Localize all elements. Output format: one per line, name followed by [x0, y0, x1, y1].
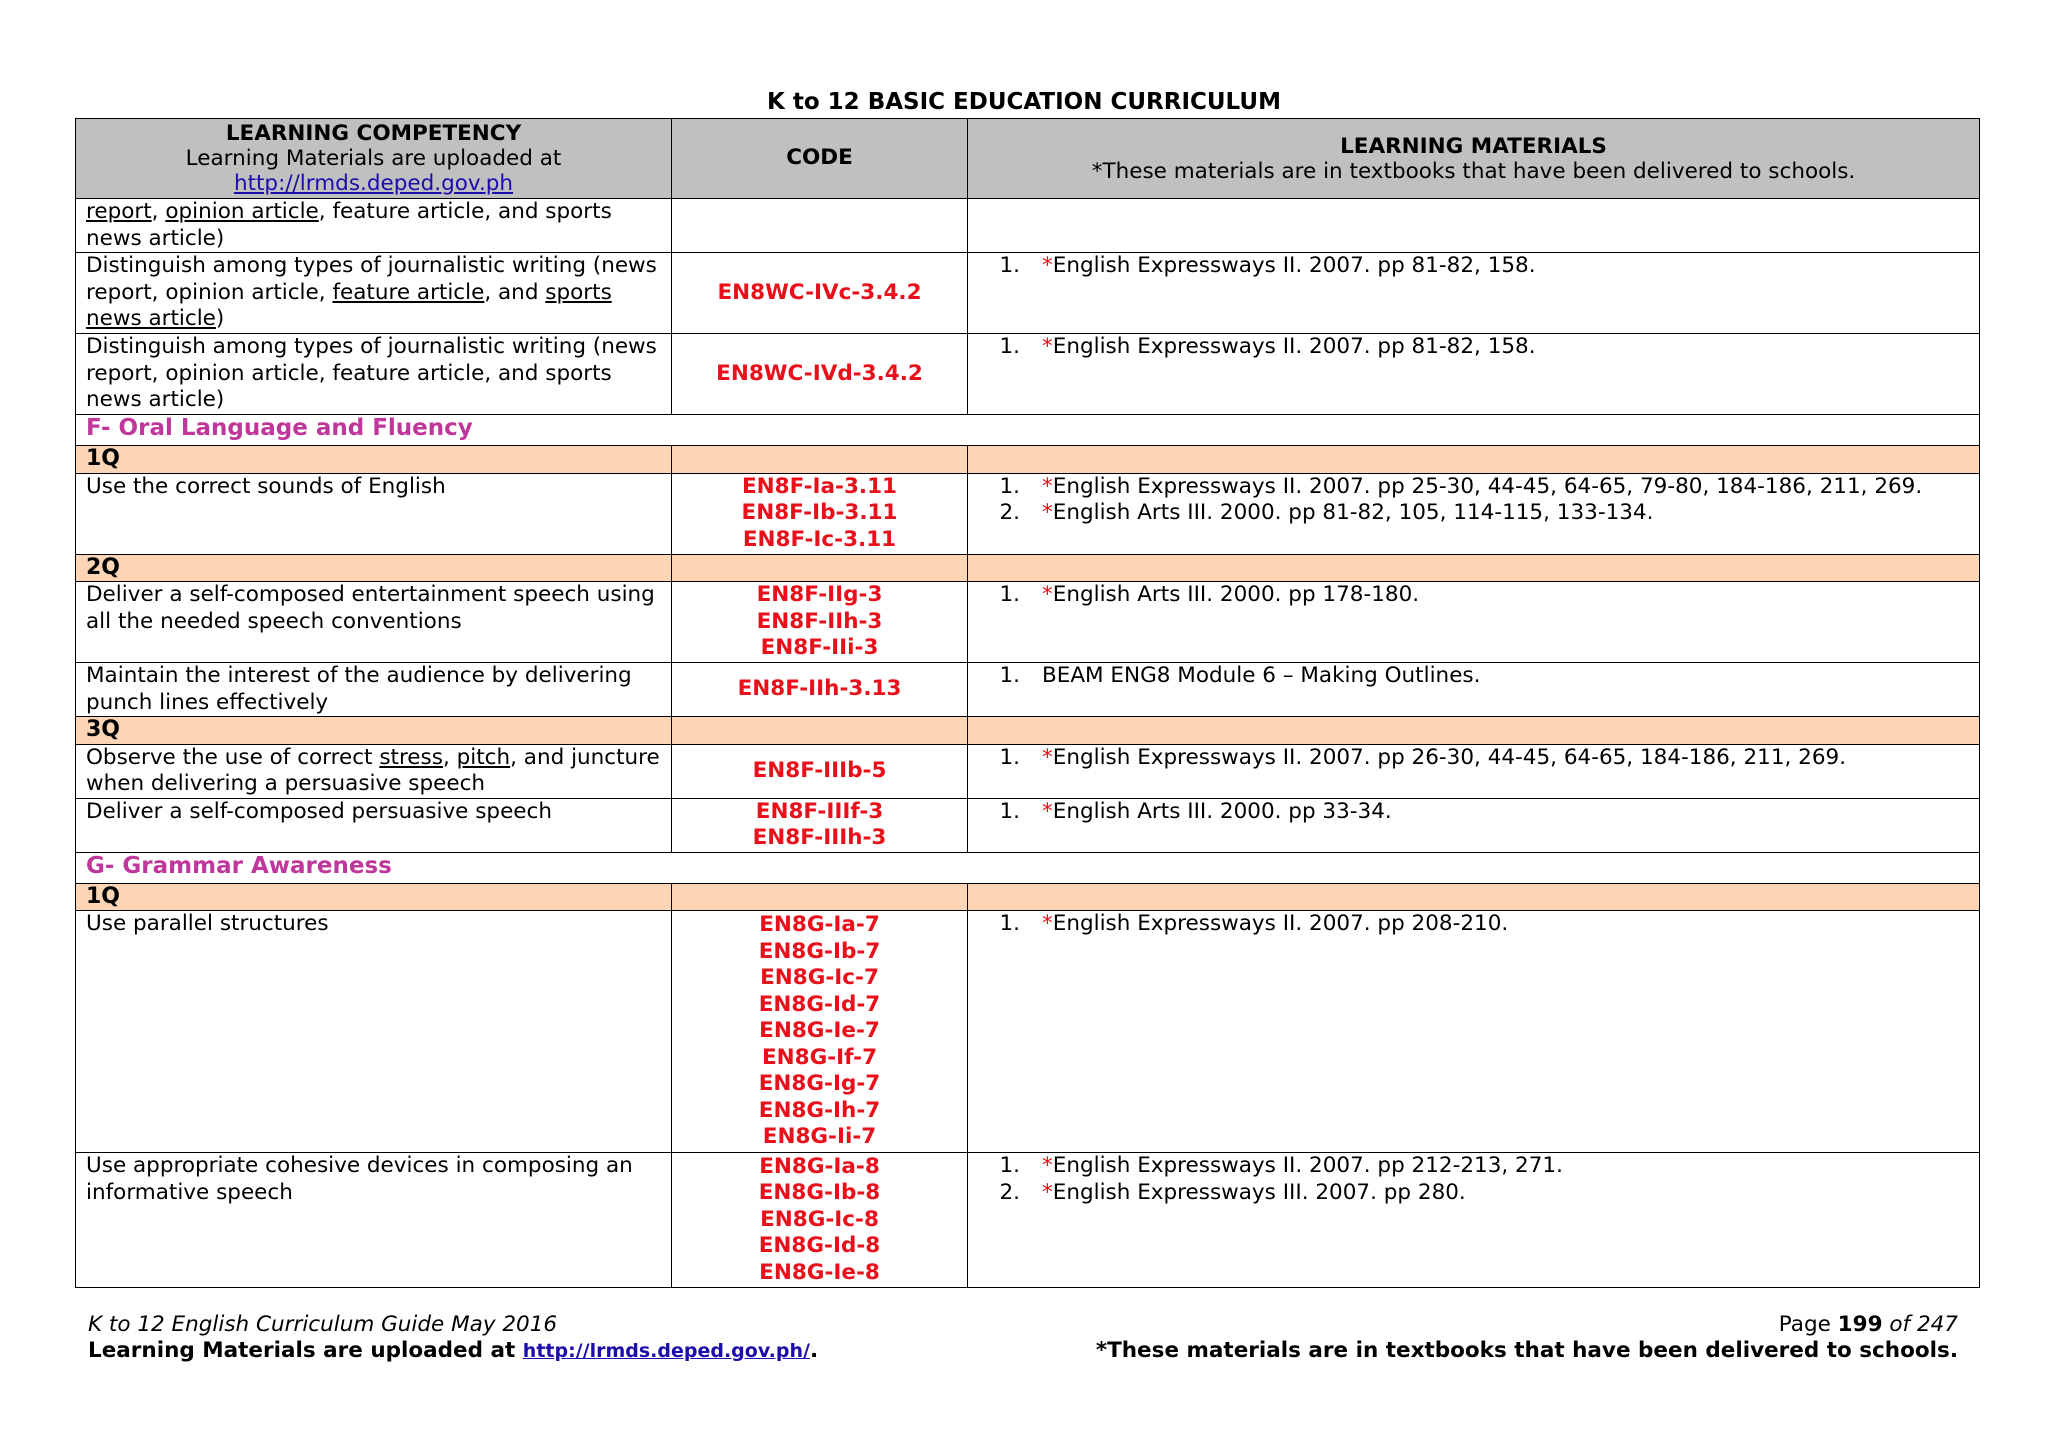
materials-cell [968, 744, 1980, 798]
item-number: 1. [999, 473, 1020, 499]
quarter-label: 3Q [76, 717, 672, 745]
table-row [76, 334, 1980, 415]
asterisk: * [1042, 798, 1053, 824]
comp-text: ) [215, 306, 225, 331]
header-code [672, 119, 968, 199]
material-item [968, 911, 1969, 938]
table-row [76, 1153, 1980, 1288]
comp-text: feature article [332, 279, 485, 305]
comp-text: Observe the use of correct [86, 744, 380, 770]
competency-code: EN8F-IIIf-3 [755, 798, 884, 824]
comp-text: , feature article, and sports news article) [86, 199, 612, 251]
material-item [968, 745, 1969, 772]
comp-text: , [442, 744, 457, 770]
quarter-materials-cell [968, 446, 1980, 474]
material-text: English Arts III. 2000. pp 178-180. [1052, 582, 1420, 607]
competency-code: EN8G-If-7 [761, 1044, 878, 1070]
code-cell [672, 582, 968, 663]
materials-cell [968, 663, 1980, 717]
quarter-row [76, 554, 1980, 582]
material-item [968, 253, 1969, 280]
comp-text: Distinguish among types of journalistic writing (news report, opinion article, [86, 253, 657, 305]
quarter-code-cell [672, 554, 968, 582]
quarter-row [76, 883, 1980, 911]
competency-cell: Maintain the interest of the audience by delivering punch lines effectively [76, 663, 672, 717]
page-current: 199 [1837, 1312, 1883, 1337]
code-cell [672, 663, 968, 717]
competency-code: EN8F-IIIh-3 [752, 825, 887, 850]
table-row [76, 744, 1980, 798]
asterisk: * [1042, 473, 1053, 499]
competency-code: EN8F-Ia-3.11 [741, 473, 898, 499]
comp-text: , [151, 199, 166, 224]
header-competency-title: LEARNING COMPETENCY [225, 121, 522, 146]
material-item [968, 1180, 1969, 1207]
code-cell [672, 1153, 968, 1288]
table-row [76, 798, 1980, 852]
asterisk: * [1042, 911, 1053, 936]
item-number: 1. [999, 253, 1020, 278]
footer-period: . [809, 1338, 819, 1363]
table-row [76, 473, 1980, 554]
competency-cell [76, 253, 672, 334]
materials-cell [968, 582, 1980, 663]
code-cell [672, 911, 968, 1153]
competency-code: EN8WC-IVd-3.4.2 [716, 360, 923, 386]
table-header-row [76, 119, 1980, 199]
materials-cell [968, 473, 1980, 554]
competency-code: EN8F-IIi-3 [760, 635, 879, 661]
quarter-materials-cell [968, 554, 1980, 582]
comp-text: stress [379, 744, 443, 770]
material-text: English Expressways II. 2007. pp 212-213, 271. [1052, 1153, 1563, 1178]
material-item [968, 799, 1969, 826]
competency-code: EN8F-IIh-3.13 [737, 676, 902, 702]
competency-code: EN8G-Ic-8 [760, 1206, 879, 1232]
material-text: English Expressways II. 2007. pp 25-30, 44-45, 64-65, 79-80, 184-186, 211, 269. [1052, 473, 1923, 499]
footer-note: *These materials are in textbooks that have been delivered to schools. [1095, 1338, 1958, 1363]
materials-cell [968, 1153, 1980, 1288]
section-heading-row [76, 852, 1980, 883]
asterisk: * [1042, 744, 1053, 770]
quarter-code-cell [672, 446, 968, 474]
header-code-title: CODE [786, 145, 853, 171]
material-item [968, 334, 1969, 361]
asterisk: * [1042, 253, 1053, 278]
competency-cell: Deliver a self-composed persuasive speech [76, 798, 672, 852]
competency-code: EN8G-Ig-7 [758, 1071, 881, 1097]
table-row [76, 199, 1980, 253]
page-number [1779, 1312, 1958, 1337]
material-text: English Expressways II. 2007. pp 81-82, 158. [1052, 253, 1536, 278]
item-number: 1. [999, 582, 1020, 607]
material-text: English Expressways III. 2007. pp 280. [1052, 1179, 1466, 1205]
competency-code: EN8G-Ic-7 [760, 965, 879, 991]
code-cell [672, 798, 968, 852]
table-row [76, 663, 1980, 717]
table-row [76, 582, 1980, 663]
item-number: 1. [999, 1153, 1020, 1178]
comp-text: , and juncture when delivering a persuasive speech [86, 744, 660, 796]
footer-line-2 [88, 1338, 1958, 1363]
section-title: G- Grammar Awareness [76, 852, 1980, 883]
comp-text: sports news article [86, 279, 612, 331]
quarter-materials-cell [968, 717, 1980, 745]
material-item [968, 582, 1969, 609]
item-number: 1. [999, 911, 1020, 936]
competency-code: EN8G-Ih-7 [758, 1097, 881, 1123]
competency-code: EN8G-Ia-7 [759, 912, 880, 938]
competency-code: EN8G-Ii-7 [762, 1124, 877, 1150]
materials-cell [968, 199, 1980, 253]
quarter-label: 2Q [76, 554, 672, 582]
quarter-row [76, 446, 1980, 474]
item-number: 1. [999, 663, 1020, 688]
section-title: F- Oral Language and Fluency [76, 415, 1980, 446]
section-heading-row [76, 415, 1980, 446]
asterisk: * [1042, 1179, 1053, 1205]
material-text: English Expressways II. 2007. pp 26-30, 44-45, 64-65, 184-186, 211, 269. [1052, 744, 1847, 770]
competency-code: EN8F-IIIb-5 [752, 757, 887, 783]
asterisk: * [1042, 500, 1053, 525]
materials-cell [968, 253, 1980, 334]
materials-cell [968, 798, 1980, 852]
materials-cell [968, 334, 1980, 415]
header-materials-subtitle: *These materials are in textbooks that have been delivered to schools. [1091, 158, 1856, 184]
material-item [968, 663, 1969, 690]
lrmds-link[interactable]: http://lrmds.deped.gov.ph [233, 171, 514, 196]
quarter-label: 1Q [76, 883, 672, 911]
code-cell [672, 253, 968, 334]
competency-cell: Deliver a self-composed entertainment speech using all the needed speech conventions [76, 582, 672, 663]
competency-cell: Use appropriate cohesive devices in composing an informative speech [76, 1153, 672, 1288]
quarter-label: 1Q [76, 446, 672, 474]
page-label: Page [1778, 1312, 1838, 1337]
table-row [76, 253, 1980, 334]
comp-text: opinion article [165, 199, 319, 224]
quarter-code-cell [672, 883, 968, 911]
material-item [968, 1153, 1969, 1180]
quarter-code-cell [672, 717, 968, 745]
competency-code: EN8F-Ic-3.11 [742, 526, 897, 552]
header-competency-subtitle: Learning Materials are uploaded at [185, 146, 562, 171]
material-item [968, 500, 1969, 527]
item-number: 1. [999, 744, 1020, 770]
quarter-row [76, 717, 1980, 745]
competency-cell: Distinguish among types of journalistic writing (news report, opinion article, feature article, and sports news article) [76, 334, 672, 415]
competency-code: EN8F-Ib-3.11 [741, 500, 898, 526]
competency-code: EN8G-Id-7 [758, 991, 881, 1017]
asterisk: * [1042, 582, 1053, 607]
competency-cell [76, 199, 672, 253]
footer-guide-title: K to 12 English Curriculum Guide May 2016 [88, 1312, 558, 1337]
competency-cell: Use the correct sounds of English [76, 473, 672, 554]
item-number: 2. [999, 1179, 1020, 1205]
competency-code: EN8G-Ie-8 [759, 1259, 880, 1285]
material-text: English Arts III. 2000. pp 33-34. [1052, 798, 1392, 824]
item-number: 1. [999, 798, 1020, 824]
item-number: 2. [999, 500, 1020, 525]
comp-text: pitch [456, 744, 511, 770]
material-item [968, 474, 1969, 501]
code-cell [672, 473, 968, 554]
competency-code: EN8F-IIg-3 [756, 582, 883, 608]
code-cell [672, 334, 968, 415]
document-title: K to 12 BASIC EDUCATION CURRICULUM [767, 89, 1281, 115]
page-total: of 247 [1882, 1312, 1958, 1337]
material-text: English Arts III. 2000. pp 81-82, 105, 114-115, 133-134. [1052, 500, 1654, 525]
comp-text: , and [484, 279, 546, 305]
materials-cell [968, 911, 1980, 1153]
footer-upload-text: Learning Materials are uploaded at [88, 1338, 523, 1363]
code-cell [672, 199, 968, 253]
competency-code: EN8G-Ia-8 [759, 1153, 880, 1179]
competency-cell [76, 744, 672, 798]
header-learning-competency [76, 119, 672, 199]
comp-text: report [86, 199, 152, 224]
competency-code: EN8G-Ib-7 [758, 938, 881, 964]
material-text: English Expressways II. 2007. pp 81-82, 158. [1052, 334, 1536, 359]
competency-code: EN8G-Ib-8 [758, 1180, 881, 1206]
curriculum-table [75, 118, 1980, 1288]
footer-line-1 [88, 1312, 1958, 1337]
item-number: 1. [999, 334, 1020, 359]
quarter-materials-cell [968, 883, 1980, 911]
header-materials-title: LEARNING MATERIALS [1340, 133, 1607, 159]
competency-code: EN8F-IIh-3 [756, 608, 883, 634]
table-row [76, 911, 1980, 1153]
competency-code: EN8G-Ie-7 [759, 1018, 880, 1044]
competency-code: EN8WC-IVc-3.4.2 [717, 279, 922, 305]
code-cell [672, 744, 968, 798]
header-learning-materials [968, 119, 1980, 199]
footer-lrmds-link[interactable]: http://lrmds.deped.gov.ph/ [522, 1340, 810, 1362]
asterisk: * [1042, 334, 1053, 359]
competency-code: EN8G-Id-8 [758, 1233, 881, 1259]
material-text: BEAM ENG8 Module 6 – Making Outlines. [1042, 663, 1481, 688]
competency-cell: Use parallel structures [76, 911, 672, 1153]
material-text: English Expressways II. 2007. pp 208-210. [1052, 911, 1509, 936]
asterisk: * [1042, 1153, 1053, 1178]
